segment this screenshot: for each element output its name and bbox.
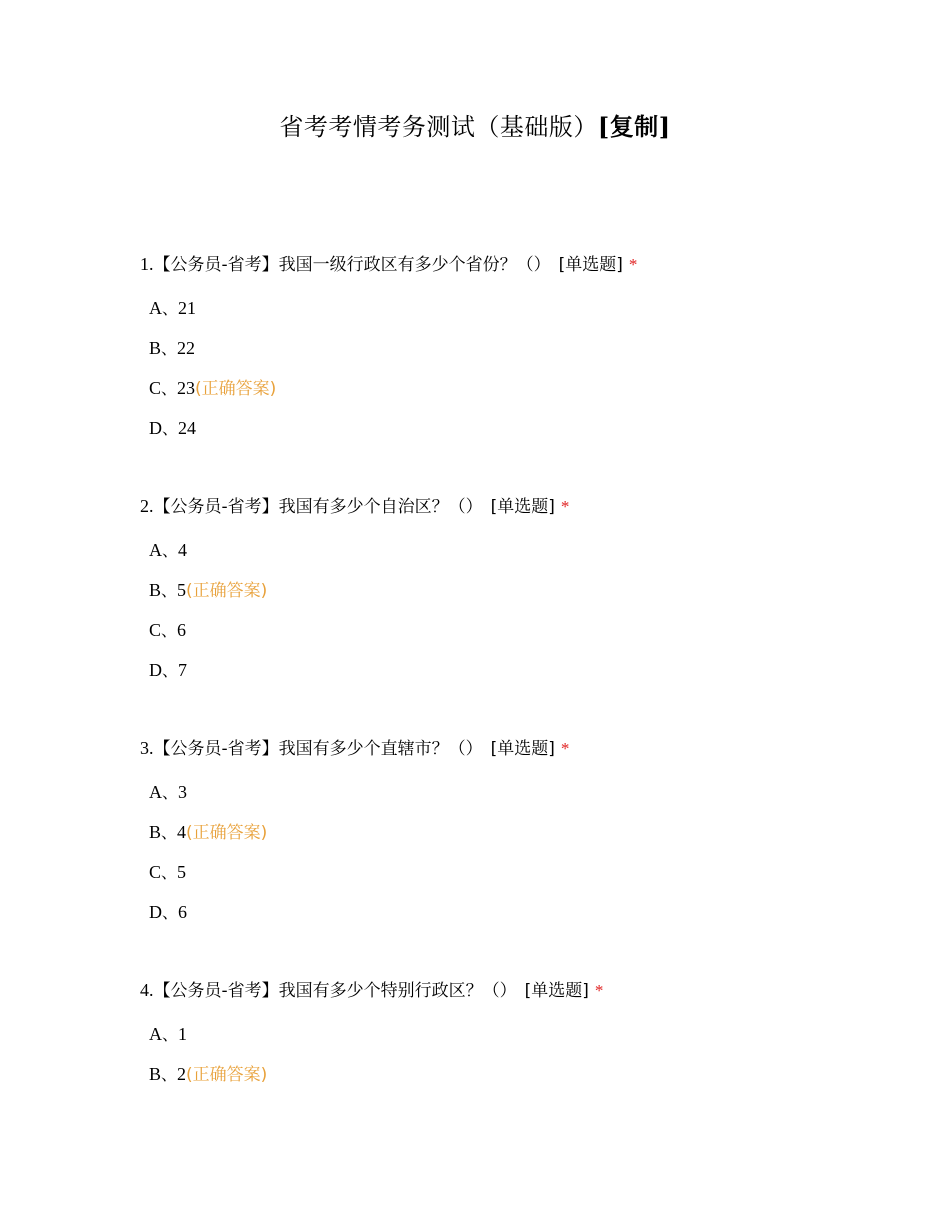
- option-a: A、4: [149, 540, 188, 560]
- required-asterisk: *: [560, 497, 570, 516]
- option-a: A、1: [149, 1024, 188, 1044]
- option-d: D、7: [149, 660, 188, 680]
- question-header: [140, 250, 900, 279]
- question-number: 1.: [140, 254, 154, 274]
- question-1: [140, 250, 900, 457]
- question-type-badge: [单选题]: [558, 255, 623, 275]
- option-c: C、23(正确答案): [149, 378, 277, 399]
- option-a: A、21: [149, 298, 197, 318]
- option-list: [140, 1023, 900, 1103]
- required-asterisk: *: [560, 739, 570, 758]
- option-a: A、3: [149, 782, 188, 802]
- option-list: [140, 539, 900, 699]
- option-b: B、5(正确答案): [149, 580, 268, 601]
- question-header: [140, 492, 900, 521]
- question-4: [140, 976, 900, 1103]
- correct-answer-tag: (正确答案): [186, 1065, 268, 1085]
- option-c: C、6: [149, 620, 187, 640]
- question-text: 【公务员-省考】我国有多少个特别行政区？（）: [153, 981, 517, 1001]
- page-title: [0, 110, 950, 144]
- question-type-badge: [单选题]: [490, 497, 555, 517]
- copy-tag: [复制]: [597, 112, 671, 141]
- required-asterisk: *: [628, 255, 638, 274]
- question-2: [140, 492, 900, 699]
- question-number: 2.: [140, 496, 154, 516]
- option-b: B、22: [149, 338, 196, 358]
- question-3: [140, 734, 900, 941]
- question-text: 【公务员-省考】我国有多少个直辖市？（）: [153, 739, 483, 759]
- question-number: 4.: [140, 980, 154, 1000]
- question-header: [140, 976, 900, 1005]
- question-text: 【公务员-省考】我国一级行政区有多少个省份？（）: [153, 255, 551, 275]
- question-text: 【公务员-省考】我国有多少个自治区？（）: [153, 497, 483, 517]
- question-number: 3.: [140, 738, 154, 758]
- correct-answer-tag: (正确答案): [186, 581, 268, 601]
- option-c: C、5: [149, 862, 187, 882]
- option-b: B、4(正确答案): [149, 822, 268, 843]
- option-list: [140, 297, 900, 457]
- correct-answer-tag: (正确答案): [195, 379, 277, 399]
- option-d: D、6: [149, 902, 188, 922]
- question-type-badge: [单选题]: [490, 739, 555, 759]
- title-text: 省考考情考务测试（基础版）: [279, 113, 598, 141]
- question-header: [140, 734, 900, 763]
- correct-answer-tag: (正确答案): [186, 823, 268, 843]
- option-b: B、2(正确答案): [149, 1064, 268, 1085]
- question-type-badge: [单选题]: [524, 981, 589, 1001]
- option-d: D、24: [149, 418, 197, 438]
- option-list: [140, 781, 900, 941]
- required-asterisk: *: [594, 981, 604, 1000]
